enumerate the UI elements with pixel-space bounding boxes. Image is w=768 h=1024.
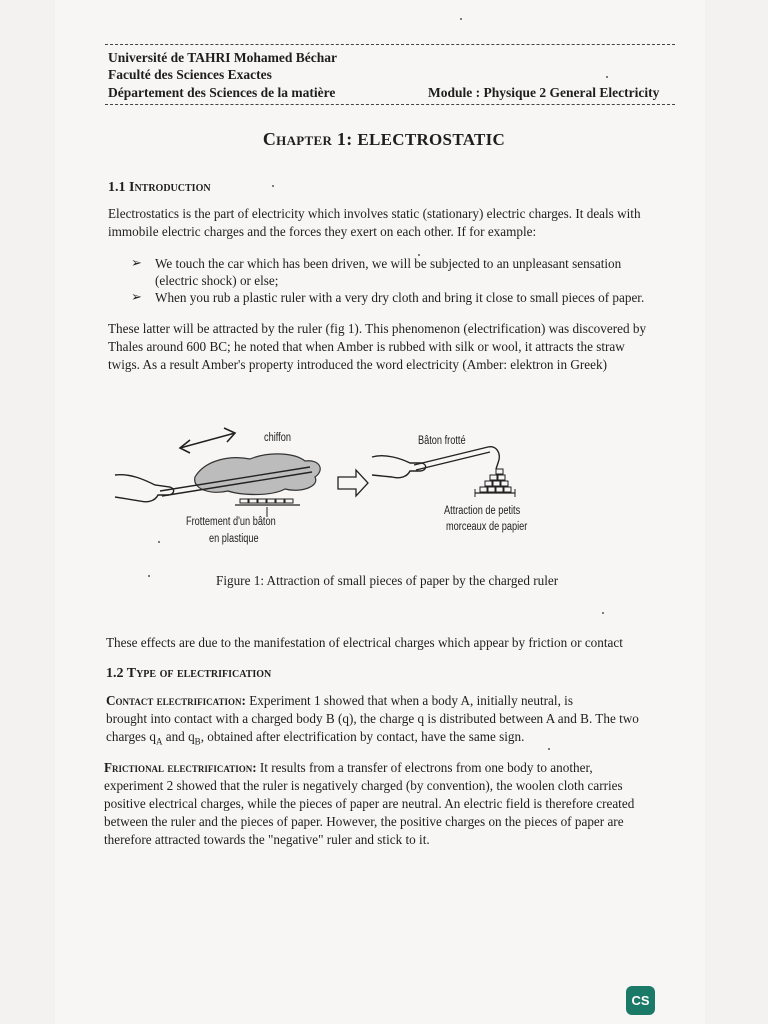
scan-speck: [460, 18, 462, 20]
scan-speck: [158, 541, 160, 543]
bullet-2-line-1: When you rub a plastic ruler with a very dry cloth and bring it close to small pieces of paper.: [155, 290, 645, 305]
contact-line-3: charges $q_A$ and $q_B$, obtained after electrification by contact, have the same sign.: [106, 729, 525, 747]
section-heading-introduction: 1.1 Introduction: [108, 180, 211, 195]
thales-line-1: These latter will be attracted by the ruler (fig 1). This phenomenon (electrification) was discovered by: [108, 321, 647, 336]
friction-line-2: experiment 2 showed that the ruler is negatively charged (by convention), the woolen cloth carries: [104, 778, 623, 793]
header-top-rule: [105, 44, 675, 45]
header-bottom-rule: [105, 104, 675, 105]
contact-line-1: Experiment 1 showed that when a body A, initially neutral, is: [245, 693, 573, 708]
figure-caption: Figure 1: Attraction of small pieces of paper by the charged ruler: [216, 573, 559, 588]
right-hand-shape: [372, 456, 426, 478]
double-arrow-icon: [180, 428, 235, 453]
bullet-item-1: [155, 255, 621, 289]
header-module: Module : Physique 2 General Electricity: [428, 85, 660, 100]
chapter-main: ELECTROSTATIC: [357, 130, 506, 149]
right-arrow-icon: [338, 470, 368, 496]
bullet-1-line-1: We touch the car which has been driven, we will be subjected to an unpleasant sensation: [155, 256, 622, 271]
figure-label-cloth: chiffon: [264, 432, 291, 444]
friction-line-3: positive electrical charges, while the pieces of paper are neutral. An electric field is therefore created: [104, 796, 635, 811]
left-hand-shape: [115, 475, 174, 502]
friction-runin: Frictional electrification:: [104, 760, 257, 775]
friction-line-4: between the ruler and the pieces of paper. However, the positive charges on the pieces of paper are: [104, 814, 624, 829]
scan-speck: [272, 185, 274, 187]
chapter-prefix: Chapter 1:: [262, 129, 358, 149]
contact-line-2: brought into contact with a charged body B (q), the charge q is distributed between A and B. The two: [106, 711, 639, 726]
thales-paragraph: [108, 320, 688, 374]
scan-speck: [548, 748, 550, 750]
friction-paragraph: [104, 759, 684, 849]
intro-paragraph: [108, 205, 688, 241]
bullet-1-line-2: (electric shock) or else;: [155, 273, 279, 288]
scan-speck: [606, 76, 608, 78]
figure-label-attraction-2: morceaux de papier: [446, 521, 528, 533]
paper-pieces-right: [480, 469, 511, 492]
header-faculty: Faculté des Sciences Exactes: [108, 67, 272, 82]
thales-line-2: Thales around 600 BC; he noted that when Amber is rubbed with silk or wool, it attracts the straw: [108, 339, 625, 354]
friction-line-1: It results from a transfer of electrons from one body to another,: [256, 760, 593, 775]
bullet-item-2: [155, 289, 644, 306]
header-department: Département des Sciences de la matière: [108, 85, 336, 100]
bullet-arrow-icon: ➢: [131, 289, 142, 304]
paper-pieces-left: [240, 499, 293, 503]
friction-line-5: therefore attracted towards the "negative" ruler and stick to it.: [104, 832, 430, 847]
figure-illustration: [110, 415, 580, 555]
scan-speck: [148, 575, 150, 577]
figure-label-rubbing-1: Frottement d'un bâton: [186, 516, 276, 528]
contact-runin: Contact electrification:: [106, 693, 246, 708]
section-heading-electrification: 1.2 Type of electrification: [106, 666, 272, 681]
scan-speck: [418, 254, 420, 256]
figure-label-attraction-1: Attraction de petits: [444, 505, 521, 517]
intro-line-2: immobile electric charges and the forces they exert on each other. If for example:: [108, 224, 537, 239]
figure-label-rubbing-2: en plastique: [209, 533, 259, 545]
chapter-title: [0, 129, 768, 150]
scan-speck: [602, 612, 604, 614]
effects-paragraph: These effects are due to the manifestation of electrical charges which appear by friction or contact: [106, 635, 623, 650]
contact-paragraph: [106, 692, 686, 751]
bullet-arrow-icon: ➢: [131, 255, 142, 270]
header-university: Université de TAHRI Mohamed Béchar: [108, 50, 337, 65]
figure-label-rubbed-stick: Bâton frotté: [418, 435, 466, 447]
intro-line-1: Electrostatics is the part of electricity which involves static (stationary) electric charges. It deals with: [108, 206, 641, 221]
camscanner-logo-icon: CS: [626, 986, 655, 1015]
thales-line-3: twigs. As a result Amber's property introduced the word electricity (Amber: elektron in Greek): [108, 357, 607, 372]
